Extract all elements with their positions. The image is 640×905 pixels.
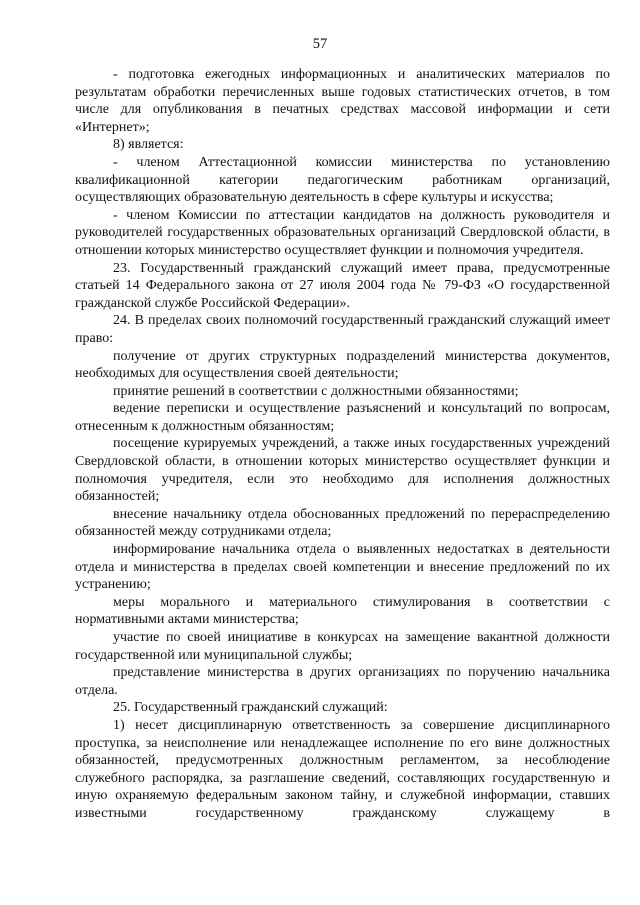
paragraph: ведение переписки и осуществление разъяснений и консультаций по вопросам, отнесенным к должностным обязанностям; <box>75 401 610 434</box>
paragraph: участие по своей инициативе в конкурсах на замещение вакантной должности государственной или муниципальной службы; <box>75 630 610 663</box>
document-body <box>75 66 610 823</box>
paragraph: - членом Комиссии по аттестации кандидатов на должность руководителя и руководителей государственных образовательных организаций Свердловской области, в отношении которых министерство осуществляет функции и полномочия учредителя. <box>75 207 610 258</box>
paragraph: представление министерства в других организациях по поручению начальника отдела. <box>75 665 610 698</box>
page-number: 57 <box>312 36 328 52</box>
paragraph: меры морального и материального стимулирования в соответствии с нормативными актами министерства; <box>75 594 610 628</box>
paragraph: 25. Государственный гражданский служащий: <box>113 700 388 716</box>
paragraph: информирование начальника отдела о выявленных недостатках в деятельности отдела и министерства в пределах своей компетенции и внесение предложений по их устранению; <box>75 542 610 593</box>
paragraph: - подготовка ежегодных информационных и аналитических материалов по результатам обработки перечисленных выше годовых статистических отчетов, в том числе для опубликования в печатных средствах массовой информации и сети «Интернет»; <box>75 67 610 135</box>
paragraph: внесение начальнику отдела обоснованных предложений по перераспределению обязанностей между сотрудниками отдела; <box>75 506 610 540</box>
paragraph: посещение курируемых учреждений, а также иных государственных учреждений Свердловской области, в отношении которых министерство осуществляет функции и полномочия учредителя, если это необходимо для исполнения должностных обязанностей; <box>75 436 610 505</box>
paragraph: 1) несет дисциплинарную ответственность за совершение дисциплинарного проступка, за неисполнение или ненадлежащее исполнение по его вине должностных обязанностей, предусмотренных должностным регламентом, за несоблюдение служебного распорядка, за разглашение сведений, составляющих государственную и иную охраняемую федеральным законом тайну, и служебной информации, ставших известными государственному гражданскому служащему в <box>75 717 610 821</box>
paragraph: 24. В пределах своих полномочий государственный гражданский служащий имеет право: <box>75 313 610 346</box>
paragraph: - членом Аттестационной комиссии министерства по установлению квалификационной категории педагогическим работникам организаций, осуществляющих образовательную деятельность в сфере культуры и искусства; <box>75 154 610 206</box>
paragraph: 23. Государственный гражданский служащий имеет права, предусмотренные статьей 14 Федерального закона от 27 июля 2004 года № 79-ФЗ «О государственной гражданской службе Российской Федерации». <box>75 260 610 311</box>
paragraph: получение от других структурных подразделений министерства документов, необходимых для осуществления своей деятельности; <box>75 348 610 382</box>
paragraph: принятие решений в соответствии с должностными обязанностями; <box>113 383 519 399</box>
paragraph: 8) является: <box>113 137 184 153</box>
